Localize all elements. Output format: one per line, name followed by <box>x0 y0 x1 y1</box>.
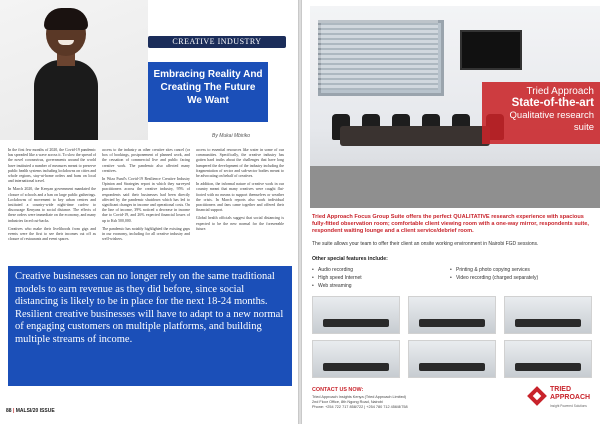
article-column-3 <box>196 148 284 256</box>
contact-line: Tried Approach Insights Kenya (Tried Approach Limited) <box>312 395 407 399</box>
feature-item: • Audio recording <box>312 266 432 274</box>
wall-screen <box>460 30 522 70</box>
paragraph: In the first few months of 2020, the Covid-19 pandemic has spreaded like a wave across it. To slow the spread of the novel coronavirus, governments around the world have instituted a number of measures meant to preserve public health systems including lockdowns on cities and whole regions, stay-at-home orders and bans on local and international travel. <box>8 148 96 184</box>
left-page <box>0 0 298 424</box>
logo-wordmark <box>550 386 590 402</box>
ad-sub-text: The suite allows your team to offer their client an onsite working environment in Nairobi FGD sessions. <box>312 241 539 247</box>
paragraph: access to the industry as other creative sites cancel (or box of bookings, postponement of planned work, and the cessation of commercial live and public facing creative work. The pandemic also affected many creatives. <box>102 148 190 173</box>
room-floor <box>310 166 600 208</box>
page-folio <box>6 408 55 414</box>
tried-approach-logo <box>530 385 596 417</box>
hero-line-3: Qualitative research suite <box>509 110 594 133</box>
portrait-body <box>34 60 98 140</box>
room-photo <box>312 296 400 334</box>
conference-room-photo <box>310 6 600 208</box>
feature-item: • Video recording (charged separately) <box>450 274 590 282</box>
logo-line-2: APPROACH <box>550 394 591 401</box>
logo-line-1: TRIED <box>550 386 571 393</box>
contact-line: 2nd Floor Office, 8th Ngong Road, Nairobi <box>312 400 383 404</box>
paragraph: In Wiza Fund's Covid-19 Resilience Creative Industry Opinion and Strategies report in which they surveyed practitioners across the creative industry, 95% of respondents said their businesses had been directly affected by the pandemic shutdown which has led to significant changes in income and operational costs. On the line of income, 39% noticed a decrease in income due to Covid-19, and 26% expected financial losses of up to Ksh 500,000. <box>102 177 190 223</box>
section-banner <box>148 36 286 48</box>
room-photo <box>504 296 592 334</box>
paragraph: access to essential resources like water in some of our communities. Specifically, the creative industry has gotten hard truths about the challenges that have long hampered the development of the industry including the fragmentation of sector and sub-sector bodies meant to be advocating on behalf of creatives. <box>196 148 284 179</box>
room-photo-grid <box>312 296 596 380</box>
magazine-issue: MALSI/20 ISSUE <box>15 408 55 414</box>
window-blinds <box>318 20 438 90</box>
right-page <box>302 0 600 424</box>
features-title: Other special features include: <box>312 256 388 262</box>
paragraph: In addition, the informal nature of creative work in our country meant that many creatives were caught flat-footed with no means to support themselves or weather the crisis. In March reports also work individual practitioners and fans came together and offered their financial support. <box>196 182 284 213</box>
folio-separator: | <box>12 408 16 414</box>
feature-item: • Printing & photo copying services <box>450 266 590 274</box>
hero-line-2: State-of-the-art <box>511 97 594 109</box>
article-title-box <box>148 62 268 122</box>
feature-item: • High speed Internet <box>312 274 432 282</box>
features-list-right <box>450 266 590 282</box>
article-title: Embracing Reality And Creating The Future We Want <box>153 69 263 106</box>
room-photo <box>504 340 592 378</box>
author-portrait-photo <box>0 0 148 140</box>
pull-quote <box>8 266 292 386</box>
paragraph: In March 2020, the Kenyan government mandated the closure of schools and a ban on large public gatherings. Lockdowns of movement to key urban centres and instituted a country-wide night-time curfew to discourage Kenyans to social distance. The effects of these orders were immediate on the economy, and many industries faced cut-backs. <box>8 187 96 223</box>
room-photo <box>408 296 496 334</box>
hero-headline-panel <box>482 82 600 144</box>
section-banner-label: CREATIVE INDUSTRY <box>172 37 262 46</box>
contact-title: CONTACT US NOW: <box>312 387 364 393</box>
article-body <box>8 148 288 256</box>
logo-tagline: Insight Powered Solutions <box>550 404 587 408</box>
features-list-left <box>312 266 432 290</box>
paragraph: The pandemic has notably highlighted the existing gaps in our economy, including for all creative industry and well-wishers. <box>102 226 190 242</box>
article-column-1 <box>8 148 96 256</box>
conference-table <box>340 126 490 146</box>
byline: By Mukai Mbiriko <box>212 133 251 139</box>
portrait-smile <box>58 40 74 45</box>
article-column-2 <box>102 148 190 256</box>
page-number: 88 <box>6 408 12 414</box>
feature-item: • Web streaming <box>312 282 432 290</box>
hero-line-1: Tried Approach <box>526 86 594 97</box>
portrait-hair <box>44 8 88 30</box>
ad-lead-text: Tried Approach Focus Group Suite offers the perfect QUALITATIVE research experience with spacious fully-fitted observation room; comfortable client viewing room with a one-way mirror, respondents suite, respondent waiting lounge and a client service/debrief room. <box>312 214 589 234</box>
pull-quote-text: Creative businesses can no longer rely on the same traditional models to earn revenue as they did before, since social distancing is likely to be in place for the next 18-24 months. Resilient creative businesses will have to adapt to a new normal of engaging customers on multiple platforms, and building multiple streams of income. <box>15 271 284 345</box>
contact-line: Phone: +254 722 717 858/722 | +254 780 712 456/8/758 <box>312 405 408 409</box>
room-photo <box>408 340 496 378</box>
paragraph: Global health officials suggest that social distancing is expected to be the new normal for the foreseeable future. <box>196 216 284 231</box>
paragraph: Creatives who make their livelihoods from gigs and events were the first to see their incomes cut off as closure of restaurants and event spaces. <box>8 226 96 242</box>
room-photo <box>312 340 400 378</box>
